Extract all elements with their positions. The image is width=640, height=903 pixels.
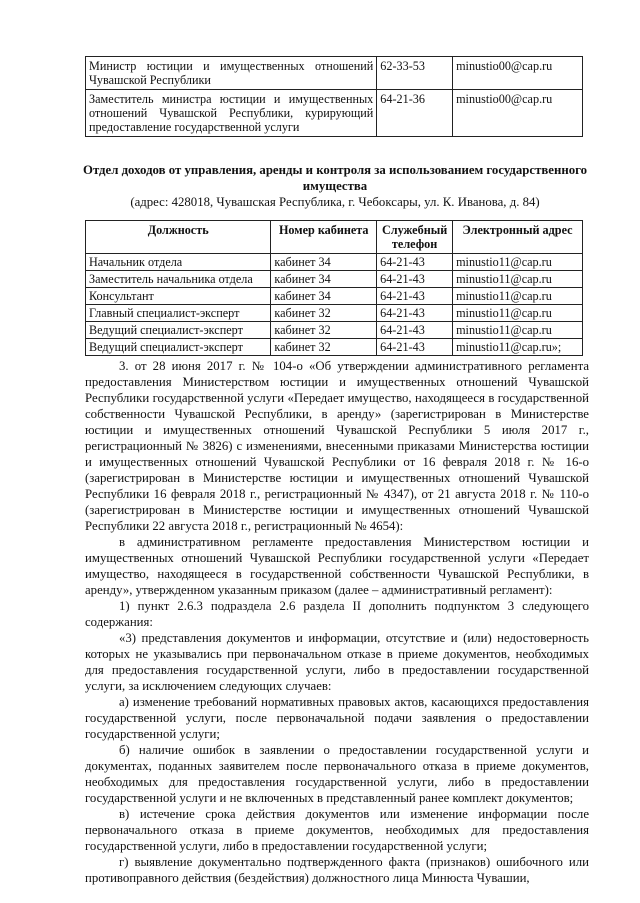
email-cell: minustio11@cap.ru (453, 288, 583, 305)
phone-cell: 64-21-43 (377, 288, 453, 305)
email-cell: minustio00@cap.ru (453, 57, 583, 90)
table-row (86, 322, 583, 339)
email-cell: minustio11@cap.ru (453, 305, 583, 322)
column-header-phone: Служебный телефон (377, 221, 453, 254)
position-cell: Ведущий специалист-эксперт (86, 339, 271, 356)
paragraph: в) истечение срока действия документов или изменение информации после первоначального отказа в приеме документов, необходимых для предоставления государственной услуги, либо в предоставлении государственной услуги; (85, 807, 589, 853)
department-title: Отдел доходов от управления, аренды и контроля за использованием государственного имущества (82, 163, 588, 193)
phone-cell: 64-21-36 (377, 90, 453, 137)
column-header-room: Номер кабинета (271, 221, 377, 254)
email-cell: minustio11@cap.ru (453, 271, 583, 288)
table-row (86, 254, 583, 271)
room-cell: кабинет 32 (271, 305, 377, 322)
room-cell: кабинет 32 (271, 339, 377, 356)
position-cell: Заместитель начальника отдела (86, 271, 271, 288)
table-row (86, 90, 583, 137)
email-cell: minustio00@cap.ru (453, 90, 583, 137)
paragraph: а) изменение требований нормативных правовых актов, касающихся предоставления государственной услуги, после первоначальной подачи заявления о предоставлении государственной услуги; (85, 695, 589, 741)
officials-table (85, 56, 583, 137)
paragraph: в административном регламенте предоставления Министерством юстиции и имущественных отношений Чувашской Республики государственной услуги «Передает имущество, находящееся в государственной собственности Чувашской Республики, в аренду», утвержденном указанным приказом (далее – административный регламент): (85, 535, 589, 597)
table-row (86, 271, 583, 288)
phone-cell: 64-21-43 (377, 254, 453, 271)
position-cell: Консультант (86, 288, 271, 305)
table-header-row (86, 221, 583, 254)
phone-cell: 64-21-43 (377, 305, 453, 322)
position-cell: Заместитель министра юстиции и имущественных отношений Чувашской Республики, курирующий предоставление государственной услуги (86, 90, 377, 137)
paragraph: б) наличие ошибок в заявлении о предоставлении государственной услуги и документах, поданных заявителем после первоначального отказа в приеме документов, необходимых для предоставления государственной услуги, либо в предоставлении государственной услуги и не включенных в представленный ранее комплект документов; (85, 743, 589, 805)
table-row (86, 305, 583, 322)
position-cell: Главный специалист-эксперт (86, 305, 271, 322)
table-row (86, 339, 583, 356)
phone-cell: 64-21-43 (377, 271, 453, 288)
paragraph: «3) представления документов и информации, отсутствие и (или) недостоверность которых не указывались при первоначальном отказе в приеме документов, необходимых для предоставления государственной услуги, либо в предоставлении государственной услуги, за исключением следующих случаев: (85, 631, 589, 693)
paragraph: 3. от 28 июня 2017 г. № 104-о «Об утверждении административного регламента предоставления Министерством юстиции и имущественных отношений Чувашской Республики государственной услуги «Передает имущество, находящееся в государственной собственности Чувашской Республики, в аренду» (зарегистрирован в Министерстве юстиции и имущественных отношений Чувашской Республики 5 июля 2017 г., регистрационный № 3826) с изменениями, внесенными приказами Министерства юстиции и имущественных отношений Чувашской Республики от 16 февраля 2018 г. № 16-о (зарегистрирован в Министерстве юстиции и имущественных отношений Чувашской Республики 16 февраля 2018 г., регистрационный № 4347), от 21 августа 2018 г. № 110-о (зарегистрирован в Министерстве юстиции и имущественных отношений Чувашской Республики 22 августа 2018 г., регистрационный № 4654): (85, 359, 589, 533)
phone-cell: 64-21-43 (377, 339, 453, 356)
department-staff-table (85, 220, 583, 356)
email-cell: minustio11@cap.ru (453, 254, 583, 271)
paragraph: г) выявление документально подтвержденного факта (признаков) ошибочного или противоправного действия (бездействия) должностного лица Минюста Чувашии, (85, 855, 589, 885)
room-cell: кабинет 32 (271, 322, 377, 339)
column-header-position: Должность (86, 221, 271, 254)
room-cell: кабинет 34 (271, 271, 377, 288)
room-cell: кабинет 34 (271, 288, 377, 305)
department-address: (адрес: 428018, Чувашская Республика, г. Чебоксары, ул. К. Иванова, д. 84) (130, 195, 540, 209)
email-cell: minustio11@cap.ru (453, 322, 583, 339)
position-cell: Министр юстиции и имущественных отношений Чувашской Республики (86, 57, 377, 90)
table-row (86, 288, 583, 305)
room-cell: кабинет 34 (271, 254, 377, 271)
table-row (86, 57, 583, 90)
phone-cell: 62-33-53 (377, 57, 453, 90)
position-cell: Ведущий специалист-эксперт (86, 322, 271, 339)
phone-cell: 64-21-43 (377, 322, 453, 339)
position-cell: Начальник отдела (86, 254, 271, 271)
paragraph: 1) пункт 2.6.3 подраздела 2.6 раздела II дополнить подпунктом 3 следующего содержания: (85, 599, 589, 629)
document-body (85, 358, 589, 886)
email-cell: minustio11@cap.ru»; (453, 339, 583, 356)
column-header-email: Электронный адрес (453, 221, 583, 254)
